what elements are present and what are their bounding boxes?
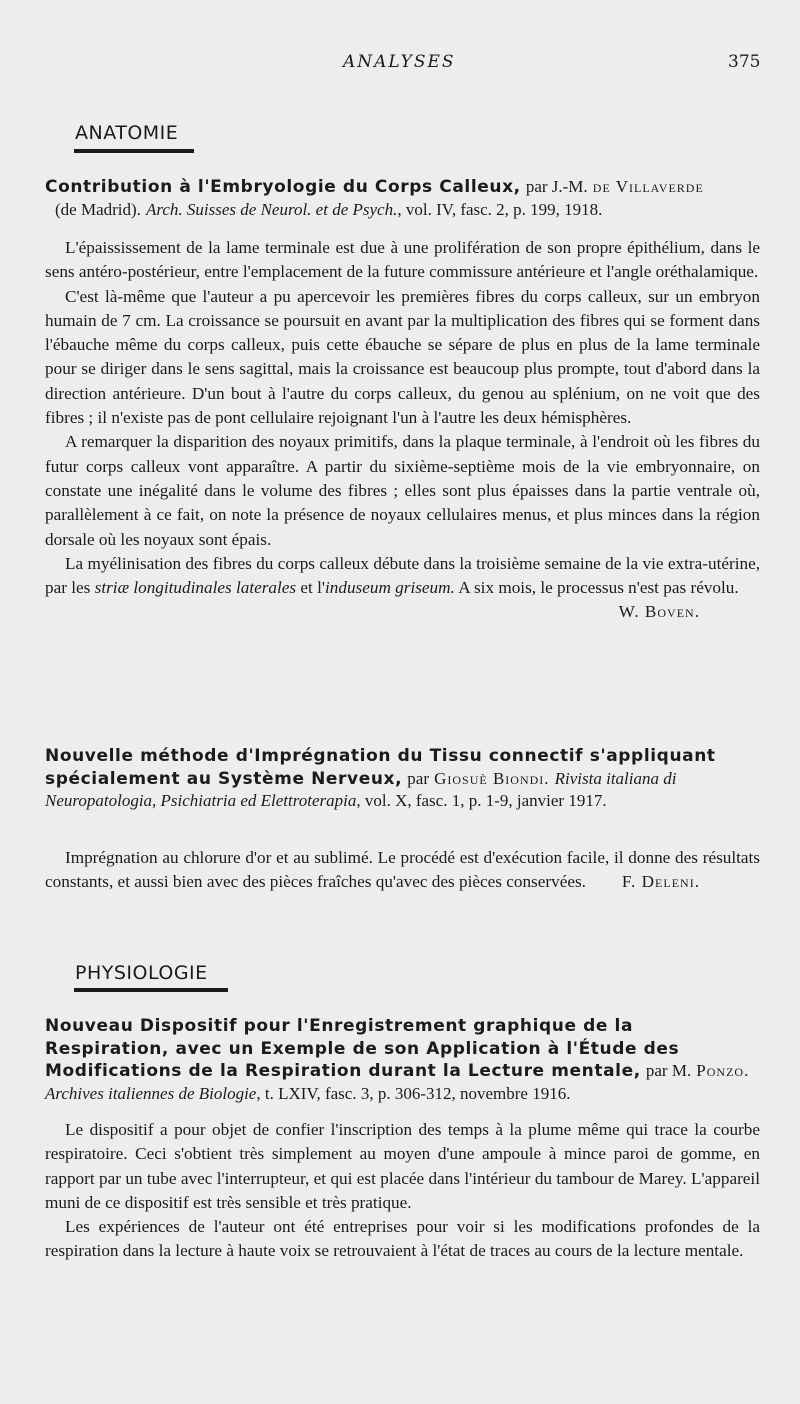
signature: F. Deleni. [621,872,700,892]
section-underline [74,149,194,153]
article-title: Nouveau Dispositif pour l'Enregistrement graphique de la Respiration, avec un Exemple de son Application à l'Étude des Modifications de la Respiration durant la Lecture mentale, [45,1016,680,1081]
signature: W. Boven. [618,602,700,622]
article-byline: par J.-M. [525,177,588,196]
paragraph: L'épaississement de la lame terminale est due à une prolifération de son propre épithélium, dans le sens antéro-postérieur, entre l'emplacement de la future commissure antérieure et l'angle oréthalamique. [45,238,760,282]
article-byline: par M. [645,1061,692,1080]
paragraph-text: et l' [300,578,325,598]
paragraph: C'est là-même que l'auteur a pu apercevoir les premières fibres du corps calleux, sur un embryon humain de 7 cm. La croissance se poursuit en avant par la multiplication des fibres qui se forment dans l'ébauche même du corps calleux, puis cette ébauche se sépare de plus en plus de la lame terminale pour se diriger dans le sens sagittal, mais la croissance est beaucoup plus prompte, tout d'abord dans la direction antérieure. D'un bout à l'autre du corps calleux, du genou au splénium, on ne voit que des fibres ; il n'existe pas de pont cellulaire rejoignant l'un à l'autre les deux hémisphères. [45,286,760,428]
article-body [45,846,760,895]
paragraph [45,846,760,895]
paragraph [45,552,760,622]
article-citation: , vol. IV, fasc. 2, p. 199, 1918. [397,199,603,219]
article-author: de Villaverde [592,177,704,196]
article-byline: par [407,768,429,788]
article-body [45,236,760,625]
paragraph-text: La myélinisation des fibres du corps calleux débute dans la troisième semaine de la vie extra-utérine, par les [45,553,760,598]
paragraph-text: A six mois, le processus n'est pas révolu. [458,578,739,598]
paragraph: Les expériences de l'auteur ont été entreprises pour voir si les modifications profondes de la respiration dans la lecture à haute voix se retrouvaient à l'état de traces au cours de la lecture mentale. [45,1217,760,1261]
running-title: ANALYSES [343,52,456,72]
article-title: Contribution à l'Embryologie du Corps Calleux, [45,177,521,197]
paragraph-text: Imprégnation au chlorure d'or et au sublimé. Le procédé est d'exécution facile, il donne des résultats constants, et aussi bien avec des pièces fraîches qu'avec des pièces conservées. [45,848,760,892]
page-header [0,52,800,76]
latin-term: striæ longitudinales laterales [94,578,297,598]
article-location: (de Madrid). [55,199,141,219]
article-citation: , t. LXIV, fasc. 3, p. 306-312, novembre 1916. [256,1083,571,1103]
article-heading [45,1015,760,1105]
article-body [45,1118,760,1264]
article-author: Ponzo. [696,1061,750,1080]
article-journal: Arch. Suisses de Neurol. et de Psych. [146,199,398,219]
article-heading [45,745,760,813]
paragraph: Le dispositif a pour objet de confier l'inscription des temps à la plume même qui trace la courbe respiratoire. Ceci s'obtient très simplement au moyen d'une ampoule à mince paroi de gomme, en rapport par un tube avec l'interrupteur, et qui est placée dans l'intérieur du tambour de Marey. L'appareil muni de ce dispositif est très sensible et très pratique. [45,1120,760,1212]
article-journal: Rivista italiana di Neuropatologia, Psichiatria ed Elettroterapia [45,768,677,810]
article-heading [45,176,760,221]
paragraph: A remarquer la disparition des noyaux primitifs, dans la plaque terminale, à l'endroit où les fibres du futur corps calleux vont apparaître. A partir du sixième-septième mois de la vie embryonnaire, on constate une inégalité dans le volume des fibres ; elles sont plus épaisses dans la partie ventrale où, parallèlement à ce fait, on note la présence de noyaux cellulaires menus, et plus minces dans la région dorsale où les noyaux sont épais. [45,432,760,549]
article-journal: Archives italiennes de Biologie [45,1083,257,1103]
article-citation: , vol. X, fasc. 1, p. 1-9, janvier 1917. [356,791,607,810]
article-title: Nouvelle méthode d'Imprégnation du Tissu connectif s'appliquant spécialement au Système Nerveux, [45,746,716,789]
section-title-anatomie: ANATOMIE [75,122,179,144]
section-title-physiologie: PHYSIOLOGIE [75,962,208,984]
section-underline [74,988,228,992]
page-number: 375 [728,52,761,72]
article-author: Giosuè Biondi. [434,768,550,788]
latin-term: induseum griseum. [325,578,455,598]
